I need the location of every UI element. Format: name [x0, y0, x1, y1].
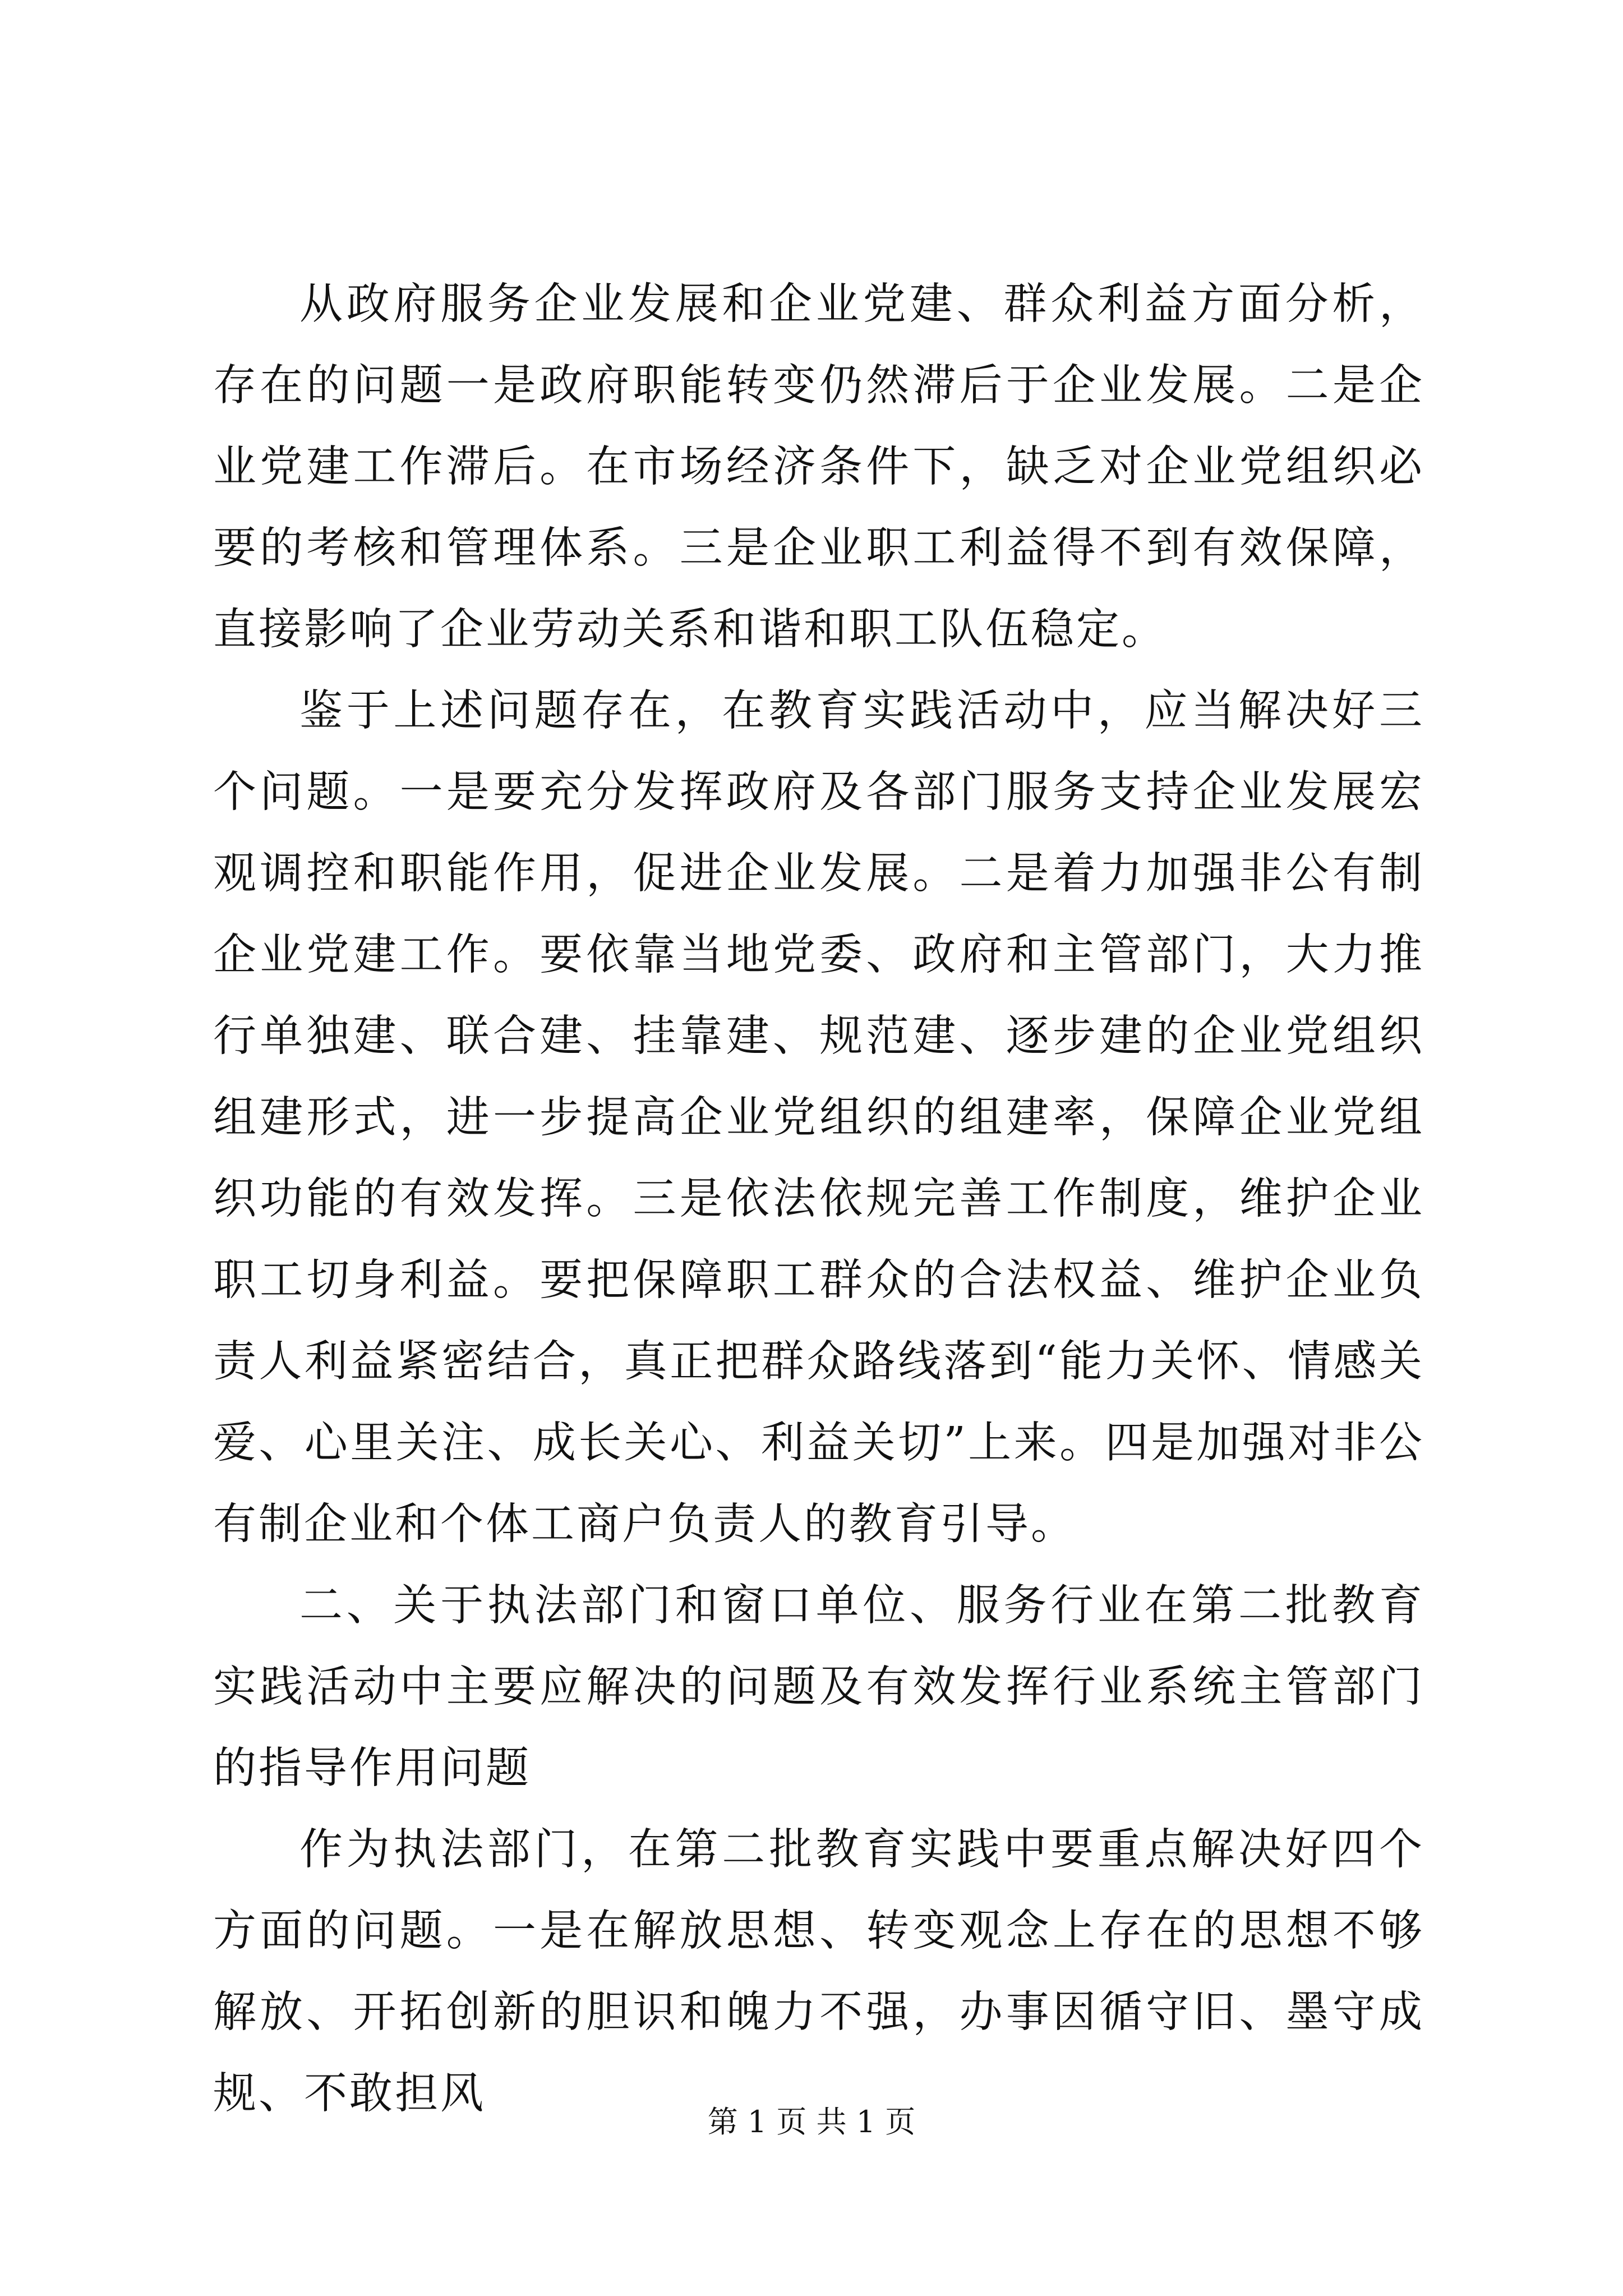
paragraph-2: 鉴于上述问题存在，在教育实践活动中，应当解决好三个问题。一是要充分发挥政府及各部门服务支持企业发展宏观调控和职能作用，促进企业发展。二是着力加强非公有制企业党建工作。要依靠当地党委、政府和主管部门，大力推行单独建、联合建、挂靠建、规范建、逐步建的企业党组织组建形式，进一步提高企业党组织的组建率，保障企业党组织功能的有效发挥。三是依法依规完善工作制度，维护企业职工切身利益。要把保障职工群众的合法权益、维护企业负责人利益紧密结合，真正把群众路线落到“能力关怀、情感关爱、心里关注、成长关心、利益关切”上来。四是加强对非公有制企业和个体工商户负责人的教育引导。 — [213, 686, 1424, 1549]
paragraph-1: 从政府服务企业发展和企业党建、群众利益方面分析，存在的问题一是政府职能转变仍然滞后于企业发展。二是企业党建工作滞后。在市场经济条件下，缺乏对企业党组织必要的考核和管理体系。三是企业职工利益得不到有效保障，直接影响了企业劳动关系和谐和职工队伍稳定。 — [213, 279, 1424, 655]
page-footer: 第 1 页 共 1 页 — [707, 2104, 916, 2139]
document-body — [213, 264, 1424, 2134]
section-heading-2: 二、关于执法部门和窗口单位、服务行业在第二批教育实践活动中主要应解决的问题及有效发挥行业系统主管部门的指导作用问题 — [213, 1581, 1424, 1793]
paragraph-3: 作为执法部门，在第二批教育实践中要重点解决好四个方面的问题。一是在解放思想、转变观念上存在的思想不够解放、开拓创新的胆识和魄力不强，办事因循守旧、墨守成规、不敢担风 — [213, 1825, 1424, 2119]
